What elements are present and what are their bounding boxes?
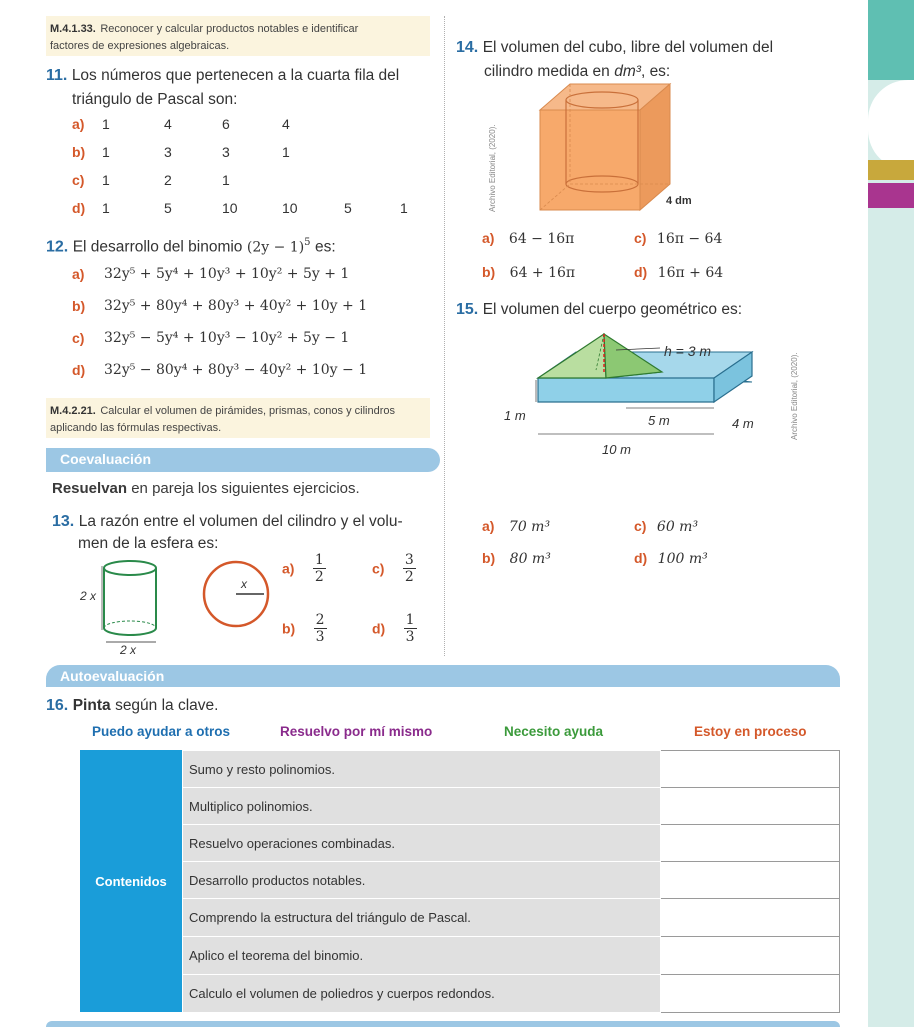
option-expression: 80 m³: [509, 551, 551, 567]
option-value: 3: [164, 144, 172, 160]
option-letter: d): [634, 550, 648, 566]
cylinder-height-label: 2 x: [80, 589, 97, 603]
option-value: 1: [102, 200, 110, 216]
option-expression: 32y⁵ + 80y⁴ + 80y³ + 40y² + 10y + 1: [104, 298, 368, 314]
question-14: [456, 36, 856, 84]
contenidos-header: [80, 750, 182, 1012]
option-row[interactable]: [72, 298, 452, 330]
option-value: 1: [282, 144, 290, 160]
table-row: [183, 751, 840, 788]
paint-cell[interactable]: [661, 862, 840, 899]
question-number: 13.: [52, 513, 75, 530]
option-letter: d): [634, 264, 648, 280]
content-cell: Aplico el teorema del binomio.: [183, 937, 661, 975]
option-letter: a): [72, 116, 85, 132]
paint-cell[interactable]: [661, 825, 840, 862]
coevaluacion-instructions: [52, 480, 360, 497]
question-text: El desarrollo del binomio: [72, 238, 243, 256]
question-12: [46, 232, 446, 258]
q11-options: [72, 116, 452, 228]
option-row[interactable]: [72, 116, 452, 144]
option-letter: c): [634, 230, 647, 246]
option-value: 1: [102, 144, 110, 160]
key-self: Resuelvo por mí mismo: [280, 724, 433, 739]
option-d[interactable]: [634, 264, 723, 282]
question-15: [456, 298, 856, 322]
q15-options: [482, 518, 862, 578]
denominator: 2: [404, 569, 414, 585]
option-letter: d): [72, 200, 86, 216]
option-value: 1: [222, 172, 230, 188]
question-text: según la clave.: [115, 697, 219, 714]
content-cell: Desarrollo productos notables.: [183, 862, 661, 899]
option-expression: 16π + 64: [657, 265, 724, 281]
option-b[interactable]: [482, 550, 551, 568]
option-value: 5: [164, 200, 172, 216]
option-b[interactable]: [282, 612, 327, 645]
option-expression: 64 − 16π: [508, 231, 575, 247]
banner-title: Autoevaluación: [60, 668, 165, 684]
option-expression: 32y⁵ − 5y⁴ + 10y³ − 10y² + 5y − 1: [104, 330, 350, 346]
option-expression: 60 m³: [656, 519, 699, 535]
option-value: 5: [344, 200, 352, 216]
paint-cell[interactable]: [661, 899, 840, 937]
height-label: h = 3 m: [664, 343, 712, 359]
option-value: 2: [164, 172, 172, 188]
instruction-bold: Pinta: [72, 697, 111, 714]
image-credit: Archivo Editorial, (2020).: [790, 352, 799, 440]
option-letter: c): [634, 518, 647, 534]
skill-code: M.4.2.21.: [50, 405, 96, 417]
option-expression: 70 m³: [508, 519, 551, 535]
numerator: 1: [405, 612, 415, 628]
option-letter: c): [372, 560, 385, 577]
question-text: Los números que pertenecen a la cuarta fila del: [71, 67, 400, 84]
column-divider: [444, 16, 445, 656]
paint-cell[interactable]: [661, 937, 840, 975]
table-row: [183, 788, 840, 825]
prism-depth-label: 4 m: [732, 416, 754, 431]
question-number: 14.: [456, 39, 479, 56]
skill-box-2: [46, 398, 430, 438]
instruction-text: en pareja los siguientes ejercicios.: [131, 480, 360, 497]
image-credit: Archivo Editorial, (2020).: [488, 124, 497, 212]
question-13: [52, 511, 442, 555]
skill-text: Calcular el volumen de pirámides, prismas, conos y cilindros: [100, 405, 395, 417]
option-letter: b): [72, 298, 86, 314]
option-row[interactable]: [72, 330, 452, 362]
option-letter: b): [282, 620, 296, 637]
option-row[interactable]: [72, 266, 452, 298]
question-text: es:: [315, 238, 336, 256]
option-d[interactable]: [372, 612, 417, 645]
option-a[interactable]: [282, 552, 326, 585]
question-16: [46, 696, 218, 716]
cube-cylinder-figure: [530, 80, 710, 220]
binomial-exponent: 5: [304, 237, 311, 248]
option-letter: c): [72, 172, 85, 188]
skill-text: aplicando las fórmulas respectivas.: [50, 422, 222, 434]
banner-title: Coevaluación: [60, 451, 152, 467]
option-expression: 64 + 16π: [509, 265, 576, 281]
option-row[interactable]: [72, 362, 452, 394]
skill-text: Reconocer y calcular productos notables e identificar: [100, 23, 359, 35]
table-row: [183, 975, 840, 1013]
option-c[interactable]: [372, 552, 416, 585]
fraction: [404, 612, 417, 645]
question-text: cilindro medida en: [484, 63, 610, 80]
option-c[interactable]: [634, 518, 698, 536]
cylinder-sphere-figure: [76, 556, 276, 660]
option-value: 1: [102, 172, 110, 188]
option-value: 4: [164, 116, 172, 132]
question-text: men de la esfera es:: [78, 535, 219, 552]
option-letter: a): [282, 560, 295, 577]
base-width-label: 5 m: [648, 413, 670, 428]
skill-text: factores de expresiones algebraicas.: [50, 40, 230, 52]
question-number: 15.: [456, 301, 479, 318]
self-assessment-table: [182, 750, 840, 1013]
row-header-label: Contenidos: [95, 873, 167, 889]
fraction: [403, 552, 416, 585]
option-a[interactable]: [482, 230, 574, 248]
option-value: 1: [400, 200, 408, 216]
option-expression: 32y⁵ − 80y⁴ + 80y³ − 40y² + 10y − 1: [104, 362, 368, 378]
option-value: 3: [222, 144, 230, 160]
numerator: 1: [314, 552, 324, 568]
question-text: El volumen del cuerpo geométrico es:: [482, 301, 743, 318]
question-text: , es:: [640, 63, 671, 80]
question-text: triángulo de Pascal son:: [72, 91, 238, 108]
paint-cell[interactable]: [661, 975, 840, 1013]
side-tab-teal: [868, 0, 914, 80]
option-b[interactable]: [482, 264, 575, 282]
option-letter: a): [482, 230, 495, 246]
key-in-progress: Estoy en proceso: [694, 724, 807, 739]
prism-height-label: 1 m: [504, 408, 526, 423]
numerator: 3: [404, 552, 414, 568]
denominator: 3: [405, 629, 415, 645]
q13-options: [282, 552, 442, 662]
question-11: [46, 64, 436, 112]
instruction-bold: Resuelvan: [52, 480, 128, 497]
option-letter: b): [72, 144, 86, 160]
cube-side-label: 4 dm: [666, 195, 692, 207]
bottom-bar: [46, 1021, 840, 1027]
denominator: 3: [315, 629, 325, 645]
sphere-radius-label: x: [241, 577, 247, 591]
option-a[interactable]: [482, 518, 550, 536]
skill-box-1: [46, 16, 430, 56]
option-value: 1: [102, 116, 110, 132]
option-expression: 16π − 64: [656, 231, 723, 247]
q12-options: [72, 266, 452, 394]
option-expression: 100 m³: [657, 551, 708, 567]
side-tab-purple: [868, 183, 914, 208]
option-letter: b): [482, 264, 496, 280]
content-cell: Calculo el volumen de poliedros y cuerpos redondos.: [183, 975, 661, 1013]
key-need-help: Necesito ayuda: [504, 724, 604, 739]
question-text: El volumen del cubo, libre del volumen del: [482, 39, 774, 56]
option-d[interactable]: [634, 550, 708, 568]
option-value: 6: [222, 116, 230, 132]
unit: dm³: [614, 63, 641, 80]
option-letter: b): [482, 550, 496, 566]
fraction: [314, 612, 327, 645]
denominator: 2: [314, 569, 324, 585]
option-row[interactable]: [72, 172, 452, 200]
option-row[interactable]: [72, 144, 452, 172]
question-number: 12.: [46, 238, 69, 256]
table-row: [183, 862, 840, 899]
table-row: [183, 937, 840, 975]
option-row[interactable]: [72, 200, 452, 228]
table-row: [183, 825, 840, 862]
content-cell: Multiplico polinomios.: [183, 788, 661, 825]
option-value: 4: [282, 116, 290, 132]
fraction: [313, 552, 326, 585]
content-cell: Resuelvo operaciones combinadas.: [183, 825, 661, 862]
numerator: 2: [315, 612, 325, 628]
autoevaluacion-banner: [46, 665, 840, 687]
paint-cell[interactable]: [661, 751, 840, 788]
question-number: 11.: [46, 67, 68, 84]
skill-code: M.4.1.33.: [50, 23, 96, 35]
pyramid-prism-figure: [496, 330, 786, 466]
binomial: (2y − 1): [246, 239, 305, 256]
option-letter: d): [372, 620, 386, 637]
prism-length-label: 10 m: [602, 442, 631, 457]
key-help-others: Puedo ayudar a otros: [92, 724, 231, 739]
table-row: [183, 899, 840, 937]
option-letter: d): [72, 362, 86, 378]
question-number: 16.: [46, 697, 69, 714]
cylinder-base-label: 2 x: [120, 643, 137, 657]
question-text: La razón entre el volumen del cilindro y el volu-: [78, 513, 403, 530]
option-value: 10: [222, 200, 238, 216]
content-cell: Sumo y resto polinomios.: [183, 751, 661, 788]
content-cell: Comprendo la estructura del triángulo de Pascal.: [183, 899, 661, 937]
option-c[interactable]: [634, 230, 722, 248]
option-value: 10: [282, 200, 298, 216]
side-tab-gold: [868, 160, 914, 180]
option-expression: 32y⁵ + 5y⁴ + 10y³ + 10y² + 5y + 1: [104, 266, 350, 282]
option-letter: c): [72, 330, 85, 346]
option-letter: a): [72, 266, 85, 282]
paint-cell[interactable]: [661, 788, 840, 825]
q14-options: [482, 230, 862, 290]
option-letter: a): [482, 518, 495, 534]
coevaluacion-banner: [46, 448, 440, 472]
